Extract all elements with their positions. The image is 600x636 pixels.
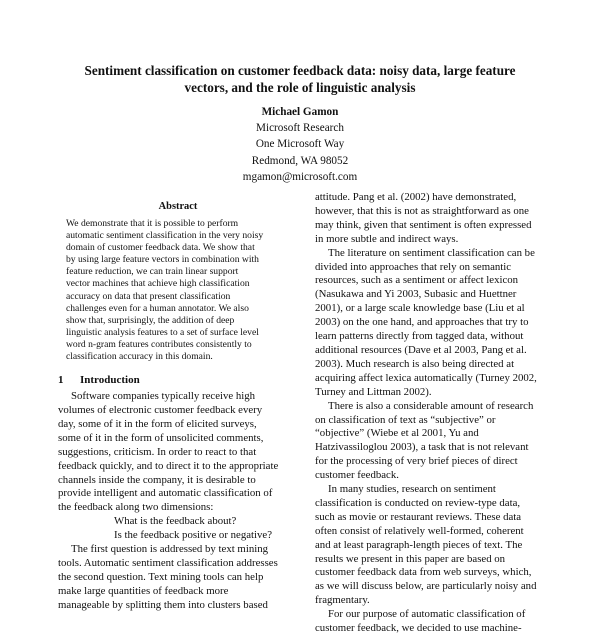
section-number: 1	[58, 374, 64, 387]
body-line: the feedback along two dimensions:	[58, 501, 214, 514]
author-block	[150, 104, 450, 185]
abstract-line: accuracy on data that present classification	[66, 290, 231, 302]
body-line: additional resources (Dave et al 2003, Pang et al.	[315, 343, 527, 356]
section-heading-introduction	[58, 373, 298, 387]
abstract-line: challenges even for a human annotator. We also	[66, 302, 249, 314]
body-line: The first question is addressed by text mining	[71, 543, 269, 556]
body-line: There is also a considerable amount of research	[328, 399, 534, 412]
body-line: 2003). Much research is also being directed at	[315, 357, 515, 370]
body-line: learn patterns directly from tagged data, without	[315, 330, 524, 343]
abstract-line: show that, surprisingly, the addition of deep	[66, 314, 235, 326]
body-line: tools. Automatic sentiment classification addresses	[58, 557, 278, 569]
body-line: fragmentary.	[315, 594, 370, 607]
body-line: In many studies, research on sentiment	[328, 483, 496, 496]
body-line: in more subtle and indirect ways.	[315, 232, 459, 245]
body-line: customer feedback, we decided to use machine-	[315, 622, 522, 635]
body-line: customer feedback.	[315, 469, 399, 482]
body-line: The literature on sentiment classification can be	[328, 246, 535, 259]
abstract-line: linguistic analysis features to a set of surface level	[66, 326, 259, 338]
body-line: suggestions, criticism. In order to react to that	[58, 445, 257, 458]
title-line: Sentiment classification on customer feedback data: noisy data, large feature	[84, 63, 516, 78]
left-column	[58, 200, 298, 613]
body-line: “objective” (Wiebe et al 2001, Yu and	[315, 427, 479, 440]
abstract-line: domain of customer feedback data. We show that	[66, 242, 255, 254]
body-line: feedback quickly, and to direct it to the appropriate	[58, 459, 279, 472]
author-name: Michael Gamon	[261, 106, 339, 118]
body-line: 2003) on the one hand, and approaches that try to	[315, 316, 529, 329]
body-line: classification is conducted on review-type data,	[315, 496, 521, 509]
abstract-line: vector machines that achieve high classification	[66, 278, 250, 290]
body-line: day, some of it in the form of elicited surveys,	[58, 417, 257, 430]
body-line: the second question. Text mining tools can help	[58, 570, 264, 583]
question-line: Is the feedback positive or negative?	[114, 529, 272, 542]
paper-title	[60, 62, 540, 96]
body-line: Hatzivassiloglou 2003), a task that is not relevant	[315, 441, 529, 454]
body-line: for the processing of very brief pieces of direct	[315, 455, 518, 468]
body-line: resources, such as a sentiment or affect lexicon	[315, 274, 519, 287]
body-line: attitude. Pang et al. (2002) have demonstrated,	[315, 191, 517, 203]
abstract-line: automatic sentiment classification in the very noisy	[66, 230, 264, 242]
affiliation-line: Redmond, WA 98052	[251, 154, 349, 167]
body-line: divided into approaches that rely on semantic	[315, 260, 512, 273]
body-line: may think, given that sentiment is often expressed	[315, 218, 532, 231]
body-line: acquiring affect lexica automatically (Turney 2002,	[315, 371, 537, 384]
abstract-line: feature reduction, we can train linear support	[66, 266, 239, 278]
body-line: manageable by splitting them into clusters based	[58, 598, 268, 611]
body-line: often consist of relatively well-formed, coherent	[315, 524, 524, 537]
abstract-line: word n-gram features contributes consistently to	[66, 338, 252, 350]
body-line: as we will discuss below, are particularly noisy and	[315, 580, 537, 593]
body-line: some of it in the form of unsolicited comments,	[58, 431, 264, 444]
body-line: on classification of text as “subjective” or	[315, 413, 496, 426]
body-line: make large quantities of feedback more	[58, 584, 229, 597]
section-title: Introduction	[80, 374, 140, 387]
body-line: channels inside the company, it is desirable to	[58, 473, 256, 486]
affiliation-line: Microsoft Research	[256, 122, 344, 135]
body-line: Software companies typically receive high	[71, 390, 256, 403]
abstract-text	[58, 218, 298, 363]
body-line: For our purpose of automatic classification of	[328, 608, 526, 621]
right-column	[315, 191, 543, 636]
body-line: customer feedback data from web surveys, which,	[315, 566, 532, 579]
abstract-line: by using large feature vectors in combination with	[66, 254, 259, 266]
abstract-heading: Abstract	[158, 201, 198, 212]
body-line: (Nasukawa and Yi 2003, Subasic and Huettner	[315, 288, 517, 301]
body-line: however, that this is not as straightforward as one	[315, 204, 529, 217]
question-line: What is the feedback about?	[114, 515, 237, 528]
affiliation-line: One Microsoft Way	[255, 138, 345, 151]
body-line: provide intelligent and automatic classification of	[58, 487, 273, 500]
body-line: such as movie or restaurant reviews. These data	[315, 510, 522, 523]
body-line: volumes of electronic customer feedback every	[58, 404, 263, 417]
body-line: and at least paragraph-length pieces of text. The	[315, 538, 523, 551]
introduction-body	[58, 390, 298, 613]
body-line: results we present in this paper are based on	[315, 552, 506, 565]
body-line: Turney and Littman 2002).	[315, 385, 432, 398]
author-email: mgamon@microsoft.com	[242, 170, 358, 183]
abstract-line: classification accuracy in this domain.	[66, 351, 213, 363]
body-line: 2001), or a large scale knowledge base (Liu et al	[315, 302, 525, 315]
abstract-line: We demonstrate that it is possible to perform	[66, 218, 239, 229]
title-line: vectors, and the role of linguistic analysis	[184, 80, 416, 95]
